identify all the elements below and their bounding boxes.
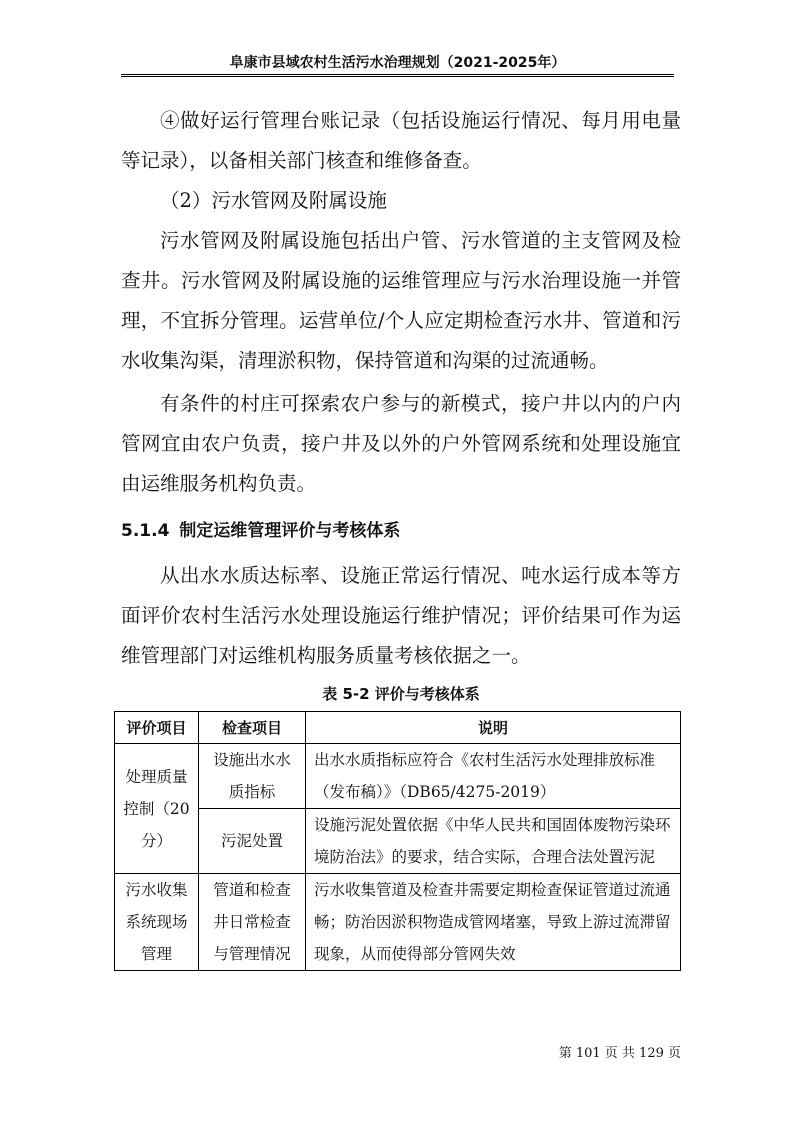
table-header-row — [115, 712, 681, 744]
paragraph-ledger: ④做好运行管理台账记录（包括设施运行情况、每月用电量等记录），以备相关部门核查和维修备查。 — [121, 109, 681, 172]
section-title: 制定运维管理评价与考核体系 — [179, 521, 401, 541]
paragraph-sewer-network: 污水管网及附属设施包括出户管、污水管道的主支管网及检查井。污水管网及附属设施的运维管理应与污水治理设施一并管理，不宜拆分管理。运营单位/个人应定期检查污水井、管道和污水收集沟渠，清理淤积物，保持管道和沟渠的过流通畅。 — [121, 229, 681, 372]
header-eval-item: 评价项目 — [115, 712, 199, 744]
check-item: 污泥处置 — [199, 809, 306, 874]
check-item: 管道和检查井日常检查与管理情况 — [199, 874, 306, 971]
page-number: 第 101 页 共 129 页 — [558, 1046, 681, 1061]
header-check-item: 检查项目 — [199, 712, 306, 744]
description: 设施污泥处置依据《中华人民共和国固体废物污染环境防治法》的要求，结合实际，合理合法处置污泥 — [306, 809, 681, 874]
table-row — [115, 809, 681, 874]
section-heading — [121, 518, 400, 544]
header-description: 说明 — [306, 712, 681, 744]
section-number: 5.1.4 — [121, 521, 170, 541]
paragraph-evaluation: 从出水水质达标率、设施正常运行情况、吨水运行成本等方面评价农村生活污水处理设施运行维护情况；评价结果可作为运维管理部门对运维机构服务质量考核依据之一。 — [121, 564, 681, 667]
eval-item-collection-system: 污水收集系统现场管理 — [115, 874, 199, 971]
eval-item-quality-control: 处理质量控制（20分） — [115, 744, 199, 874]
check-item: 设施出水水质指标 — [199, 744, 306, 809]
table-caption: 表 5-2 评价与考核体系 — [322, 685, 480, 703]
description: 出水水质指标应符合《农村生活污水处理排放标准（发布稿）》（DB65/4275-2019） — [306, 744, 681, 809]
page-header: 阜康市县域农村生活污水治理规划（2021-2025年） — [121, 52, 674, 77]
table-row — [115, 874, 681, 971]
paragraph-farmer-participation: 有条件的村庄可探索农户参与的新模式，接户井以内的户内管网宜由农户负责，接户井及以外的户外管网系统和处理设施宜由运维服务机构负责。 — [121, 392, 681, 495]
table-row — [115, 744, 681, 809]
description: 污水收集管道及检查井需要定期检查保证管道过流通畅；防治因淤积物造成管网堵塞，导致上游过流滞留现象，从而使得部分管网失效 — [306, 874, 681, 971]
evaluation-table — [114, 711, 681, 971]
subheading-sewer-network: （2）污水管网及附属设施 — [160, 189, 387, 212]
